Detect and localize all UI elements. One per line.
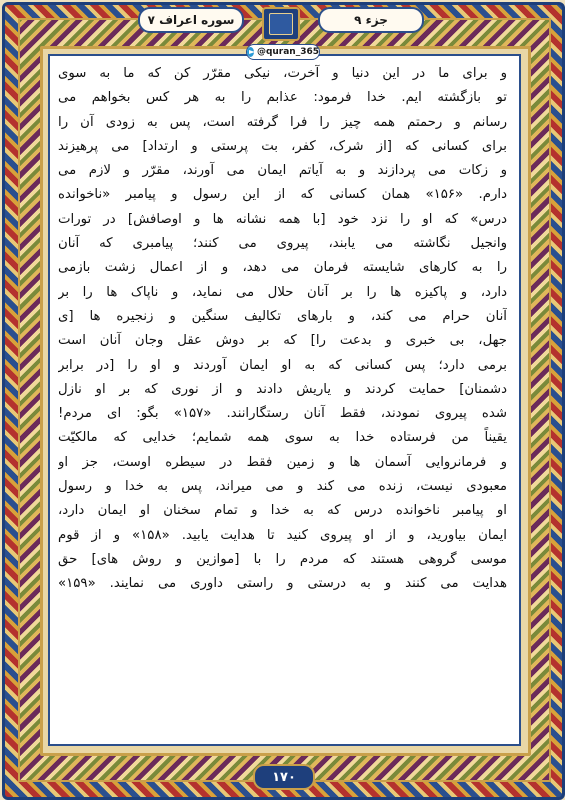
page-number: ۱۷۰ (253, 764, 315, 790)
text-line: برای کسانی که [از شرک، کفر، بت پرستی و ارتداد] می پرهیزند (58, 138, 507, 154)
text-line: تو بازگشته ایم. خدا فرمود: عذابم را به هر کس بخواهم می (58, 90, 507, 106)
text-line: برمی دارد؛ پس کسانی که به او ایمان آوردند و او را [در برابر (58, 357, 507, 373)
text-line: آنان حرام می کند، و بارهای تکالیف سنگین و زنجیره ها [ی (58, 308, 507, 324)
text-line: هدایت می کنند و به درستی و راستی داوری می نمایند. «۱۵۹» (58, 576, 507, 592)
juz-label: جزء ۹ (318, 7, 424, 33)
text-line: وانجیل نگاشته می یابند، پیروی می کنند؛ پیامبری که آنان (58, 236, 507, 252)
text-line: و زکات می پردازند و به آیاتم ایمان می آورند، مقرّر و لازم می (58, 163, 507, 179)
text-line: جهل، بی خبری و بدعت را] که بر دوش عقل وجان آنان است (58, 333, 507, 349)
text-line: ایمان بیاورید، و از او پیروی کنید تا هدایت یابید. «۱۵۸» و از قوم (58, 527, 507, 543)
text-line: یقیناً من فرستاده خدا به سوی همه شمایم؛ خدایی که مالکیّت (58, 430, 507, 446)
surah-label: سوره اعراف ۷ (138, 7, 244, 33)
handle-text: @quran_365 (256, 47, 319, 57)
text-line: و برای ما در این دنیا و آخرت، نیکی مقرّر کن که ما به سوی (58, 66, 507, 81)
translation-text (58, 62, 507, 597)
telegram-icon (247, 47, 254, 57)
text-line: موسی گروهی هستند که مردم را با [موازین و روش های] حق (58, 551, 507, 567)
emblem-icon (262, 7, 300, 41)
text-line: دارم. «۱۵۶» همان کسانی که از این رسول و پیامبر «ناخوانده (58, 187, 507, 203)
text-line: را به کارهای شایسته فرمان می دهد، و از اعمال زشت بازمی (58, 260, 507, 276)
text-line: معبودی نیست، زنده می کند و می میراند، پس به خدا و رسول (58, 479, 507, 495)
text-line: شده پیروی نمودند، فقط آنان رستگارانند. «۱۵۷» بگو: ای مردم! (58, 406, 507, 422)
text-line: او پیامبر ناخوانده درس که به خدا و تمام سخنان او ایمان دارد، (58, 503, 507, 519)
text-line: درس» که او را نزد خود [با همه نشانه ها و اوصافش] در تورات (58, 211, 507, 227)
text-line: دارد، و پاکیزه ها را بر آنان حلال می نماید، و ناپاک ها را بر (58, 284, 507, 300)
channel-handle[interactable] (246, 44, 320, 60)
text-line: و فرمانروایی آسمان ها و زمین فقط در سیطره اوست، جز او (58, 454, 507, 470)
text-line: دشمنان] حمایت کردند و یاریش دادند و از نوری که بر او نازل (58, 381, 507, 397)
text-line: رسانم و رحمتم همه چیز را فرا گرفته است، پس به زودی آن را (58, 114, 507, 130)
